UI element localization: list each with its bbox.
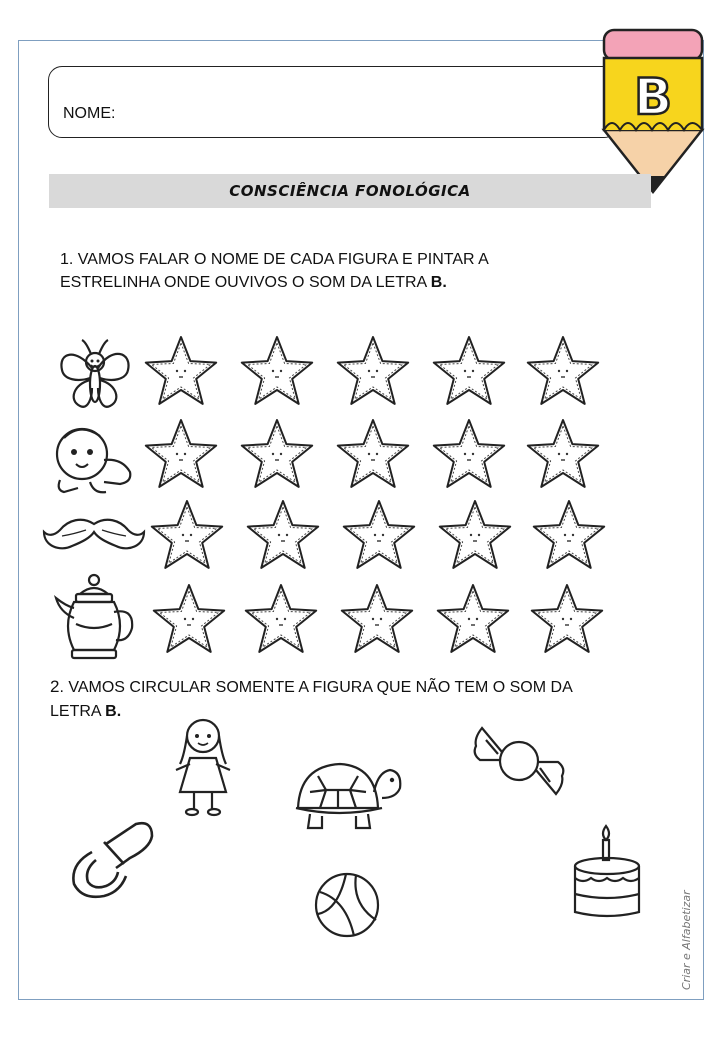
star-r3-4[interactable] (440, 501, 510, 568)
question-2 (50, 675, 670, 724)
question-2-letter: B. (105, 703, 122, 720)
question-1-line2-text: ESTRELINHA ONDE OUVIVOS O SOM DA LETRA (60, 274, 431, 291)
star-r4-1[interactable] (154, 585, 224, 652)
star-r4-2[interactable] (246, 585, 316, 652)
star-r2-4[interactable] (434, 420, 504, 487)
star-r4-4[interactable] (438, 585, 508, 652)
credit-text: Criar e Alfabetizar (680, 890, 693, 990)
star-r4-3[interactable] (342, 585, 412, 652)
pencil-letter: B (633, 68, 673, 126)
cake-icon[interactable] (570, 822, 644, 920)
pacifier-icon[interactable] (66, 812, 158, 904)
star-r3-5[interactable] (534, 501, 604, 568)
star-r3-3[interactable] (344, 501, 414, 568)
candy-icon[interactable] (470, 720, 568, 802)
name-label: NOME: (63, 105, 116, 122)
star-r3-1[interactable] (152, 501, 222, 568)
star-r2-2[interactable] (242, 420, 312, 487)
star-r2-3[interactable] (338, 420, 408, 487)
star-r2-1[interactable] (146, 420, 216, 487)
question-2-line1 (50, 675, 670, 700)
question-1-letter: B. (430, 274, 447, 291)
star-r4-5[interactable] (532, 585, 602, 652)
star-r2-5[interactable] (528, 420, 598, 487)
question-2-line1-text: . VAMOS CIRCULAR SOMENTE A FIGURA QUE NÃO TEM O SOM DA (59, 679, 573, 696)
question-2-number: 2 (50, 677, 60, 696)
doll-icon[interactable] (172, 714, 234, 818)
star-r1-4[interactable] (434, 337, 504, 404)
star-r1-5[interactable] (528, 337, 598, 404)
question-2-line2 (50, 700, 670, 724)
page-title: CONSCIÊNCIA FONOLÓGICA (229, 182, 471, 200)
question-2-line2-text: LETRA (50, 703, 106, 720)
question-1-line1: 1. VAMOS FALAR O NOME DE CADA FIGURA E PINTAR A (60, 251, 489, 268)
ball-icon[interactable] (312, 870, 382, 940)
star-r3-2[interactable] (248, 501, 318, 568)
star-r1-1[interactable] (146, 337, 216, 404)
turtle-icon[interactable] (290, 752, 404, 836)
star-r1-3[interactable] (338, 337, 408, 404)
star-r1-2[interactable] (242, 337, 312, 404)
